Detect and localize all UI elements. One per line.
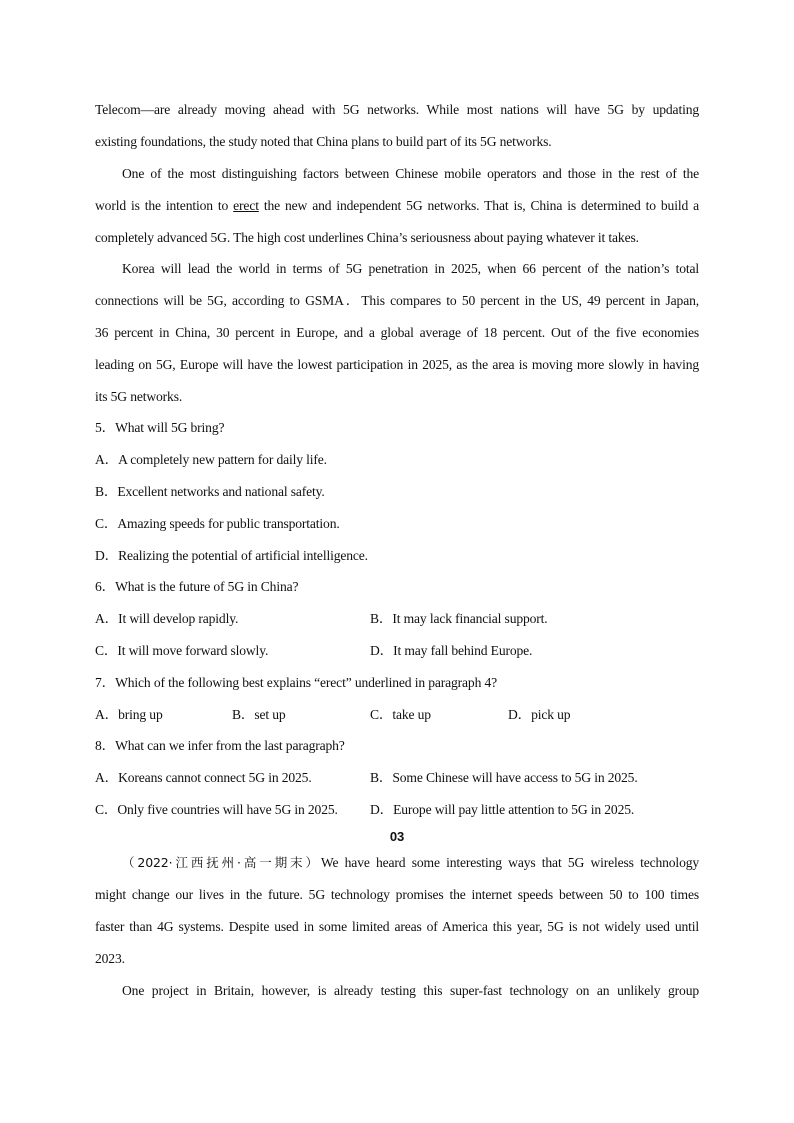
question-stem-7: 7．Which of the following best explains “erect” underlined in paragraph 4?: [95, 675, 498, 690]
passage-line: One of the most distinguishing factors between Chinese mobile operators and those in the rest of the: [122, 166, 699, 181]
text-span: the new and independent 5G networks. That is, China is determined to build a: [258, 198, 699, 213]
passage-line-erect: [95, 197, 699, 215]
question-stem-8: 8．What can we infer from the last paragraph?: [95, 738, 345, 753]
text-span: We have heard some interesting ways that 5G wireless technology: [320, 855, 700, 870]
option-6c: C．It will move forward slowly.: [95, 643, 269, 658]
passage-line: existing foundations, the study noted that China plans to build part of its 5G networks.: [95, 134, 552, 149]
option-5b: B．Excellent networks and national safety.: [95, 484, 325, 499]
passage-line: One project in Britain, however, is already testing this super-fast technology on an unlikely group: [122, 983, 699, 998]
option-7b: B．set up: [232, 707, 286, 722]
option-8d: D．Europe will pay little attention to 5G in 2025.: [370, 802, 635, 817]
passage-line: connections will be 5G, according to GSMA．This compares to 50 percent in the US, 49 percent in Japan,: [95, 293, 699, 308]
option-6b: B．It may lack financial support.: [370, 611, 548, 626]
option-5c: C．Amazing speeds for public transportation.: [95, 516, 340, 531]
passage-line: completely advanced 5G. The high cost underlines China’s seriousness about paying whatever it takes.: [95, 230, 639, 245]
underlined-word-erect: erect: [233, 198, 259, 213]
passage-line: its 5G networks.: [95, 389, 183, 404]
passage-line: faster than 4G systems. Despite used in some limited areas of America this year, 5G is not widely used until: [95, 919, 699, 934]
question-stem-6: 6．What is the future of 5G in China?: [95, 579, 299, 594]
option-7a: A．bring up: [95, 707, 163, 722]
option-7d: D．pick up: [508, 707, 571, 722]
option-8b: B．Some Chinese will have access to 5G in 2025.: [370, 770, 638, 785]
passage-line: leading on 5G, Europe will have the lowest participation in 2025, as the area is moving more slowly in having: [95, 357, 699, 372]
option-8c: C．Only five countries will have 5G in 2025.: [95, 802, 338, 817]
passage-line: 36 percent in China, 30 percent in Europe, and a global average of 18 percent. Out of the five economies: [95, 325, 699, 340]
section-number: 03: [389, 829, 405, 844]
option-5a: A．A completely new pattern for daily life.: [95, 452, 327, 467]
passage-line: Korea will lead the world in terms of 5G penetration in 2025, when 66 percent of the nation’s total: [122, 261, 699, 276]
text-span: world is the intention to: [95, 198, 234, 213]
option-5d: D．Realizing the potential of artificial intelligence.: [95, 548, 368, 563]
option-6d: D．It may fall behind Europe.: [370, 643, 533, 658]
passage-line: [95, 854, 699, 872]
source-tag: （2022·江西抚州·高一期末）: [122, 855, 321, 870]
option-7c: C．take up: [370, 707, 431, 722]
passage-line: Telecom—are already moving ahead with 5G networks. While most nations will have 5G by updating: [95, 102, 699, 117]
option-6a: A．It will develop rapidly.: [95, 611, 239, 626]
passage-line: might change our lives in the future. 5G technology promises the internet speeds between 50 to 100 times: [95, 887, 699, 902]
option-8a: A．Koreans cannot connect 5G in 2025.: [95, 770, 312, 785]
question-stem-5: 5．What will 5G bring?: [95, 420, 225, 435]
passage-line: 2023.: [95, 951, 125, 966]
